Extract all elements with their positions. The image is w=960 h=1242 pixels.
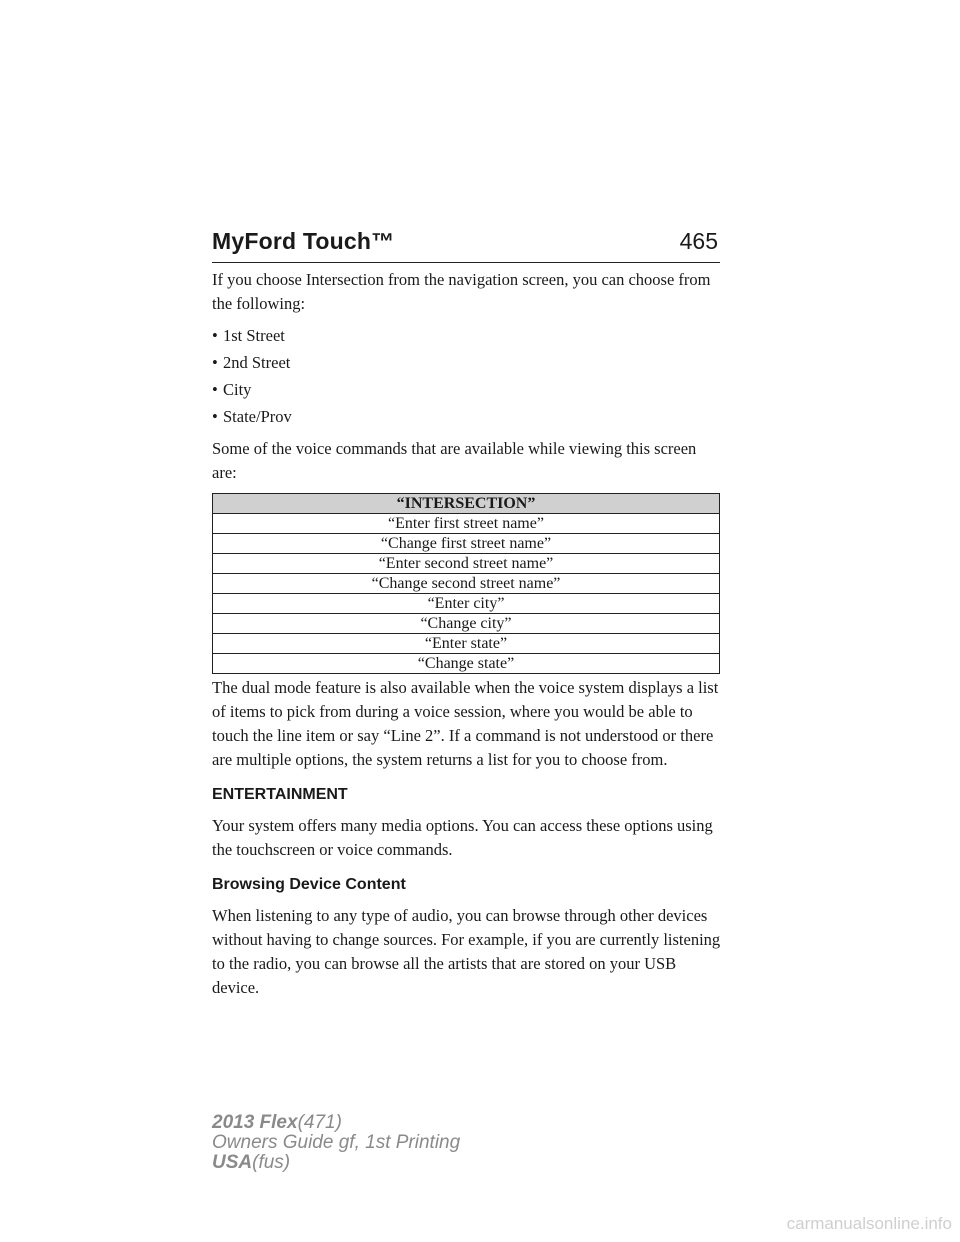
table-row: [213, 514, 720, 534]
table-row: [213, 534, 720, 554]
footer-line-2: Owners Guide gf, 1st Printing: [212, 1132, 461, 1153]
page-header: [212, 228, 720, 263]
footer-market-code: (fus): [252, 1152, 291, 1173]
table-cell: “Change first street name”: [213, 534, 720, 554]
table-cell: “Enter city”: [213, 594, 720, 614]
table-row: [213, 654, 720, 674]
browsing-heading: Browsing Device Content: [212, 876, 406, 893]
bullet-icon: •: [212, 353, 218, 372]
table-row: [213, 594, 720, 614]
list-item-label: 2nd Street: [223, 353, 291, 372]
table-row: [213, 634, 720, 654]
entertainment-heading: ENTERTAINMENT: [212, 786, 348, 803]
footer-code: (471): [297, 1112, 342, 1133]
table-cell: “Enter first street name”: [213, 514, 720, 534]
entertainment-paragraph: Your system offers many media options. You can access these options using the touchscreen or voice commands.: [212, 816, 713, 859]
table-cell: “Change second street name”: [213, 574, 720, 594]
page-content: [212, 268, 722, 1008]
footer-line-1: [212, 1113, 460, 1133]
bullet-icon: •: [212, 326, 218, 345]
table-cell: “Enter second street name”: [213, 554, 720, 574]
watermark: carmanualsonline.info: [786, 1214, 952, 1233]
table-cell: “Change state”: [213, 654, 720, 674]
footer-line-3: [212, 1153, 460, 1173]
intro-paragraph: If you choose Intersection from the navigation screen, you can choose from the following:: [212, 270, 711, 313]
list-item-label: 1st Street: [223, 326, 285, 345]
dual-mode-paragraph: The dual mode feature is also available when the voice system displays a list of items to pick from during a voice session, where you would be able to touch the line item or say “Line 2”. If a command is not understood or there are multiple options, the system returns a list for you to choose from.: [212, 678, 719, 769]
list-item: [212, 378, 722, 402]
table-cell: “Enter state”: [213, 634, 720, 654]
list-item: [212, 324, 722, 348]
list-item-label: City: [223, 380, 252, 399]
table-header: “INTERSECTION”: [213, 494, 720, 514]
table-row: [213, 614, 720, 634]
table-cell: “Change city”: [213, 614, 720, 634]
footer-model: 2013 Flex: [212, 1112, 298, 1133]
table-row: [213, 574, 720, 594]
page-title: MyFord Touch™: [212, 228, 395, 254]
bullet-icon: •: [212, 407, 218, 426]
bullet-icon: •: [212, 380, 218, 399]
table-row: [213, 554, 720, 574]
print-footer: [212, 1113, 460, 1173]
page-number: 465: [679, 228, 718, 254]
voice-commands-intro: Some of the voice commands that are available while viewing this screen are:: [212, 439, 697, 482]
list-item: [212, 405, 722, 429]
list-item-label: State/Prov: [223, 407, 292, 426]
intersection-options-list: [212, 324, 722, 429]
voice-commands-table: [212, 493, 720, 674]
list-item: [212, 351, 722, 375]
browsing-paragraph: When listening to any type of audio, you can browse through other devices without having to change sources. For example, if you are currently listening to the radio, you can browse all the artists that are stored on your USB device.: [212, 906, 721, 997]
footer-market: USA: [212, 1152, 253, 1173]
